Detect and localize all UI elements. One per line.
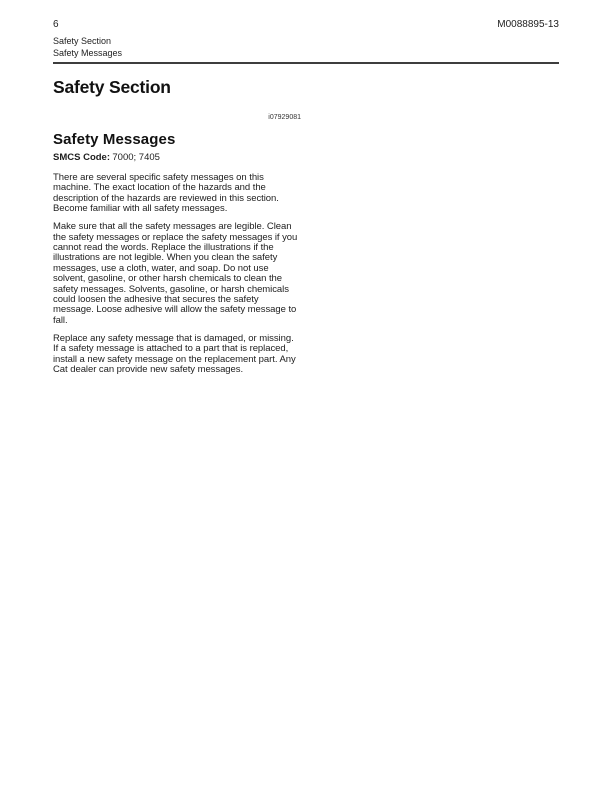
smcs-code-value: 7000; 7405 <box>112 152 160 163</box>
section-title: Safety Section <box>53 77 171 97</box>
revision-id: i07929081 <box>268 114 301 121</box>
document-number: M0088895-13 <box>497 19 559 30</box>
running-header <box>53 35 122 59</box>
paragraph-3: Replace any safety message that is damaged, or missing. If a safety message is attached to a part that is replaced, install a new safety message on the replacement part. Any Cat dealer can provide new safety messages. <box>53 332 296 375</box>
header-rule <box>53 62 559 64</box>
smcs-code-line <box>53 152 301 163</box>
running-header-section: Safety Section <box>53 36 112 46</box>
paragraph-1: There are several specific safety messages on this machine. The exact location of the hazards and the description of the hazards are reviewed in this section. Become familiar with all safety messages. <box>53 172 279 215</box>
running-header-topic: Safety Messages <box>53 48 123 58</box>
subsection-title: Safety Messages <box>53 131 176 148</box>
page-number: 6 <box>53 19 59 30</box>
smcs-code-label: SMCS Code: <box>53 152 110 163</box>
text-column <box>53 78 301 375</box>
paragraph-2: Make sure that all the safety messages are legible. Clean the safety messages or replace the safety messages if you cannot read the words. Replace the illustrations if the illustrations are not legible. When you clean the safety messages, use a cloth, water, and soap. Do not use solvent, gasoline, or other harsh chemicals to clean the safety messages. Solvents, gasoline, or harsh chemicals could loosen the adhesive that secures the safety message. Loose adhesive will allow the safety message to fall. <box>53 221 298 326</box>
